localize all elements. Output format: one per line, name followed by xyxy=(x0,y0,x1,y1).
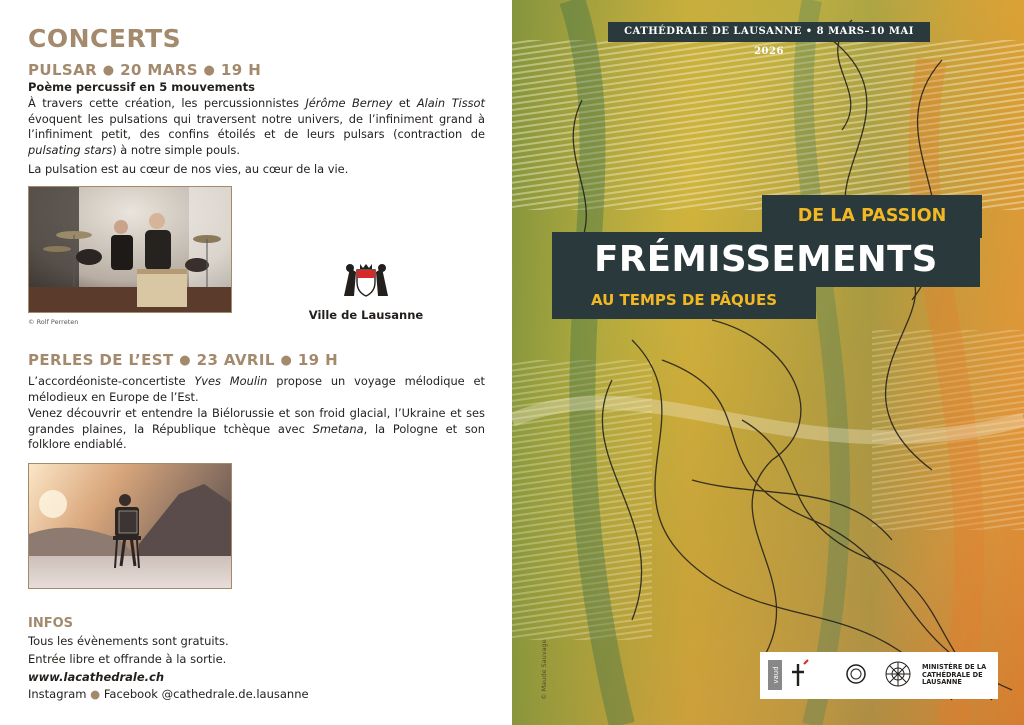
event2-name: PERLES DE L’EST xyxy=(28,351,174,369)
poster-title: FRÉMISSEMENTS xyxy=(552,232,980,287)
event1-subtitle: Poème percussif en 5 mouvements xyxy=(28,80,255,94)
partner-logo-icons xyxy=(760,652,920,699)
ministry-rosette-icon xyxy=(886,662,910,686)
city-name: Ville de Lausanne xyxy=(308,308,424,322)
bullet-icon: ● xyxy=(203,63,216,78)
event1-tagline: La pulsation est au cœur de nos vies, au cœur de la vie. xyxy=(28,162,349,176)
painting-background xyxy=(512,0,1024,725)
event1-date: 20 MARS xyxy=(120,61,198,79)
event2-heading xyxy=(28,351,338,369)
poster-title-bottom: AU TEMPS DE PÂQUES xyxy=(552,281,816,319)
social-links xyxy=(28,687,309,701)
event-banner: CATHÉDRALE DE LAUSANNE • 8 MARS–10 MAI 2026 xyxy=(608,22,930,42)
event1-description: À travers cette création, les percussionnistes Jérôme Berney et Alain Tissot évoquent les pulsations qui traversent notre univers, de l’infiniment grand à l’infiniment petit, des confins étoilés et de leurs pulsars (contraction de pulsating stars) à notre simple pouls. xyxy=(28,96,485,157)
info-free-events: Tous les évènements sont gratuits. xyxy=(28,634,229,648)
percussion-photo-image xyxy=(29,187,232,313)
svg-text:vaud: vaud xyxy=(772,666,780,684)
info-offering: Entrée libre et offrande à la sortie. xyxy=(28,652,227,666)
performer-name: Yves Moulin xyxy=(194,374,268,388)
event2-time: 19 H xyxy=(297,351,339,369)
event1-name: PULSAR xyxy=(28,61,98,79)
city-logo xyxy=(306,262,426,322)
event2-details: Venez découvrir et entendre la Biélorussie et son froid glacial, l’Ukraine et ses grandes plaines, la République tchèque avec Smetana, la Pologne et son folklore endiablé. xyxy=(28,406,485,451)
bullet-icon: ● xyxy=(90,687,101,701)
event1-time: 19 H xyxy=(220,61,262,79)
event2-description: L’accordéoniste-concertiste Yves Moulin propose un voyage mélodique et mélodieux en Europe de l’Est. xyxy=(28,374,485,404)
website-link[interactable]: www.lacathedrale.ch xyxy=(28,670,165,684)
partner-logos xyxy=(760,652,998,699)
accordion-photo xyxy=(28,463,232,589)
performer-name: Alain Tissot xyxy=(416,96,485,110)
event1-heading xyxy=(28,61,261,79)
infos-heading: INFOS xyxy=(28,616,74,631)
poster-title-top: DE LA PASSION xyxy=(762,195,982,238)
poster-page xyxy=(512,0,1024,725)
ministry-name: MINISTÈRE DE LA CATHÉDRALE DE LAUSANNE xyxy=(922,663,987,686)
concerts-heading: CONCERTS xyxy=(28,24,182,53)
performer-name: Jérôme Berney xyxy=(305,96,393,110)
percussion-photo xyxy=(28,186,232,313)
cathedral-logo-icon xyxy=(847,665,865,683)
accordion-photo-image xyxy=(29,464,232,589)
event2-date: 23 AVRIL xyxy=(196,351,275,369)
instagram-link[interactable]: Instagram xyxy=(28,687,87,701)
lausanne-coat-of-arms-icon xyxy=(340,262,392,300)
photo-credit: © Rolf Perreten xyxy=(28,318,79,326)
facebook-link[interactable]: Facebook @cathedrale.de.lausanne xyxy=(103,687,309,701)
church-logo-icon xyxy=(792,664,804,686)
painting-credit: © Maude Sauvage xyxy=(540,639,548,700)
bullet-icon: ● xyxy=(280,353,293,368)
bullet-icon: ● xyxy=(179,353,192,368)
bullet-icon: ● xyxy=(102,63,115,78)
